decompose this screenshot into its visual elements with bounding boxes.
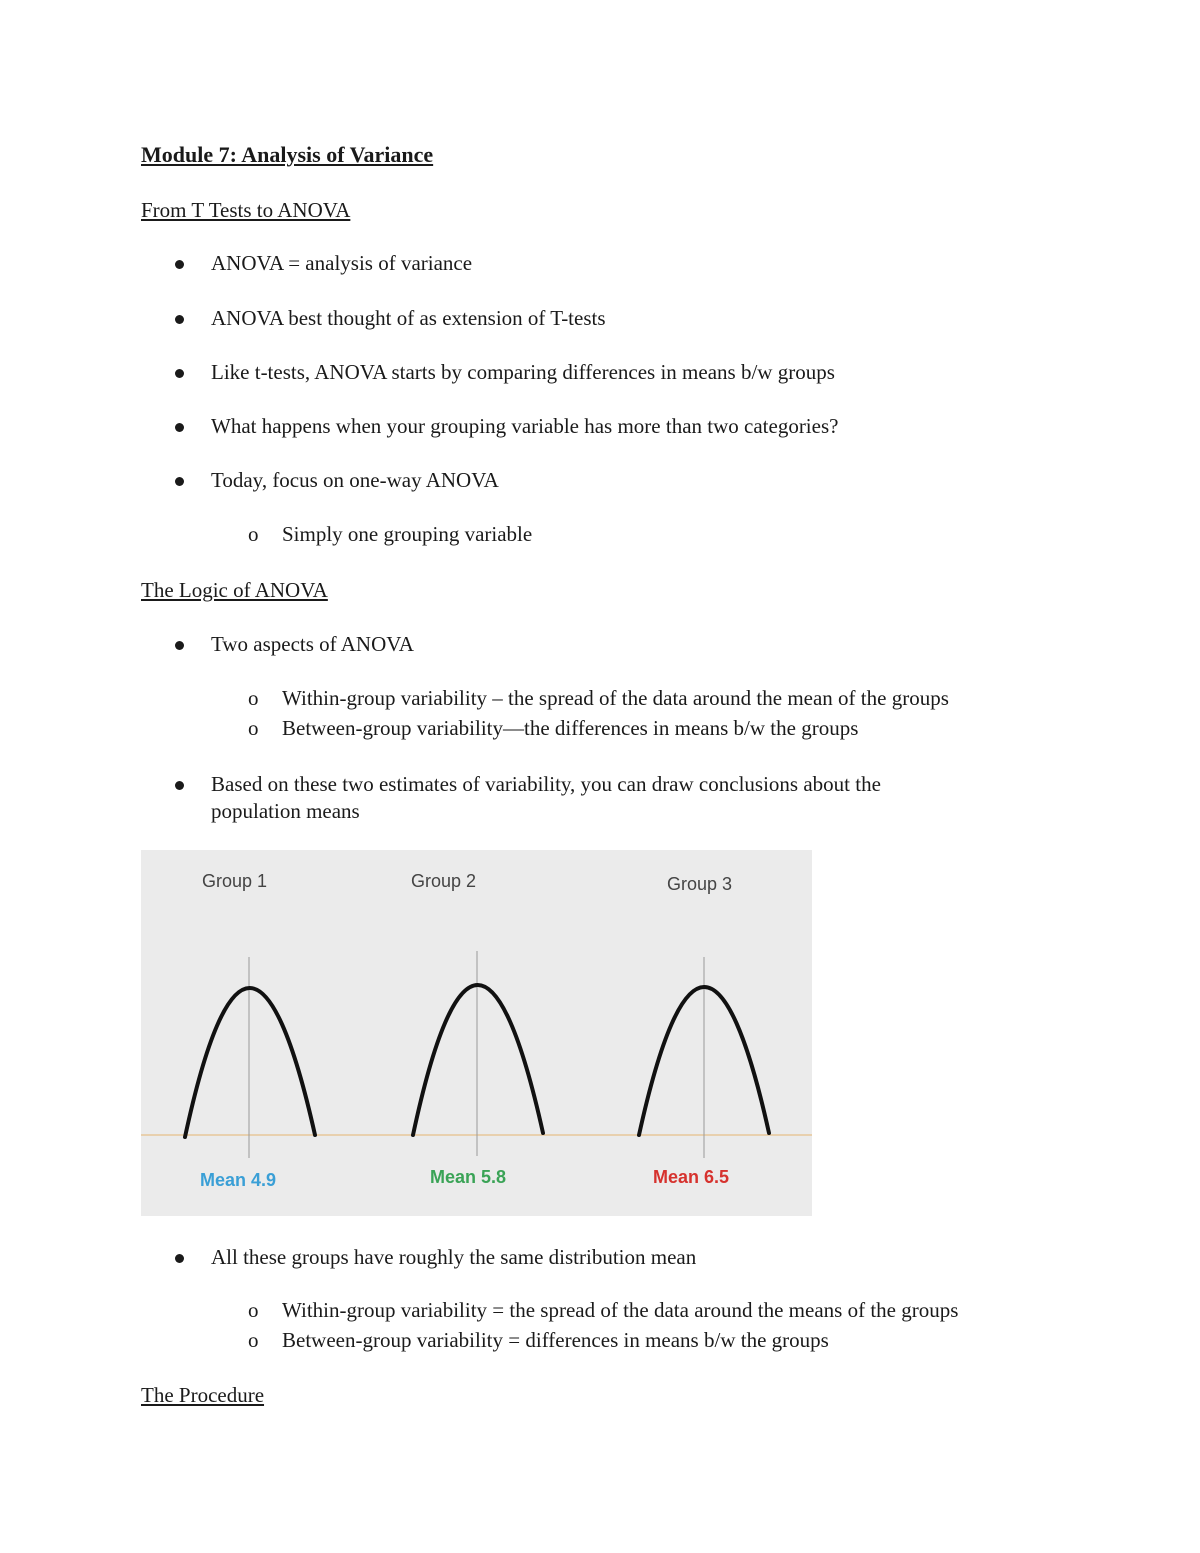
list-item: Two aspects of ANOVA xyxy=(211,632,414,656)
sub-list-item: Within-group variability = the spread of the data around the means of the groups xyxy=(282,1298,959,1322)
bullet-marker xyxy=(175,315,184,324)
page-title: Module 7: Analysis of Variance xyxy=(141,142,434,167)
group-2-label: Group 2 xyxy=(411,871,477,891)
distribution-curves xyxy=(141,850,812,1216)
bullet-marker xyxy=(175,369,184,378)
list-item: ANOVA = analysis of variance xyxy=(211,251,473,275)
sub-bullet-marker: o xyxy=(248,1298,259,1322)
list-item: Like t-tests, ANOVA starts by comparing differences in means b/w groups xyxy=(211,360,835,384)
list-item-continuation: population means xyxy=(211,799,360,823)
list-item: ANOVA best thought of as extension of T-tests xyxy=(211,306,606,330)
group-1-label: Group 1 xyxy=(202,871,268,891)
bullet-marker xyxy=(175,1254,184,1263)
sub-list-item: Simply one grouping variable xyxy=(282,522,533,546)
list-item: Today, focus on one-way ANOVA xyxy=(211,468,499,492)
group-1-mean-label: Mean 4.9 xyxy=(200,1170,277,1190)
sub-bullet-marker: o xyxy=(248,1328,259,1352)
anova-distribution-figure xyxy=(141,850,812,1216)
section-heading-procedure: The Procedure xyxy=(141,1383,265,1407)
sub-list-item: Between-group variability—the differences in means b/w the groups xyxy=(282,716,859,740)
list-item: Based on these two estimates of variability, you can draw conclusions about the xyxy=(211,772,881,796)
sub-bullet-marker: o xyxy=(248,522,259,546)
list-item: What happens when your grouping variable has more than two categories? xyxy=(211,414,839,438)
sub-bullet-marker: o xyxy=(248,716,259,740)
sub-bullet-marker: o xyxy=(248,686,259,710)
group-2-curve xyxy=(413,985,543,1135)
sub-list-item: Within-group variability – the spread of the data around the mean of the groups xyxy=(282,686,949,710)
group-3-mean-label: Mean 6.5 xyxy=(653,1167,730,1187)
group-2-mean-label: Mean 5.8 xyxy=(430,1167,507,1187)
bullet-marker xyxy=(175,477,184,486)
list-item: All these groups have roughly the same distribution mean xyxy=(211,1245,697,1269)
section-heading-t-tests: From T Tests to ANOVA xyxy=(141,198,351,222)
bullet-marker xyxy=(175,641,184,650)
group-1-curve xyxy=(185,988,315,1137)
section-heading-logic: The Logic of ANOVA xyxy=(141,578,328,602)
bullet-marker xyxy=(175,423,184,432)
sub-list-item: Between-group variability = differences in means b/w the groups xyxy=(282,1328,829,1352)
bullet-marker xyxy=(175,260,184,269)
bullet-marker xyxy=(175,781,184,790)
group-3-label: Group 3 xyxy=(667,874,733,894)
